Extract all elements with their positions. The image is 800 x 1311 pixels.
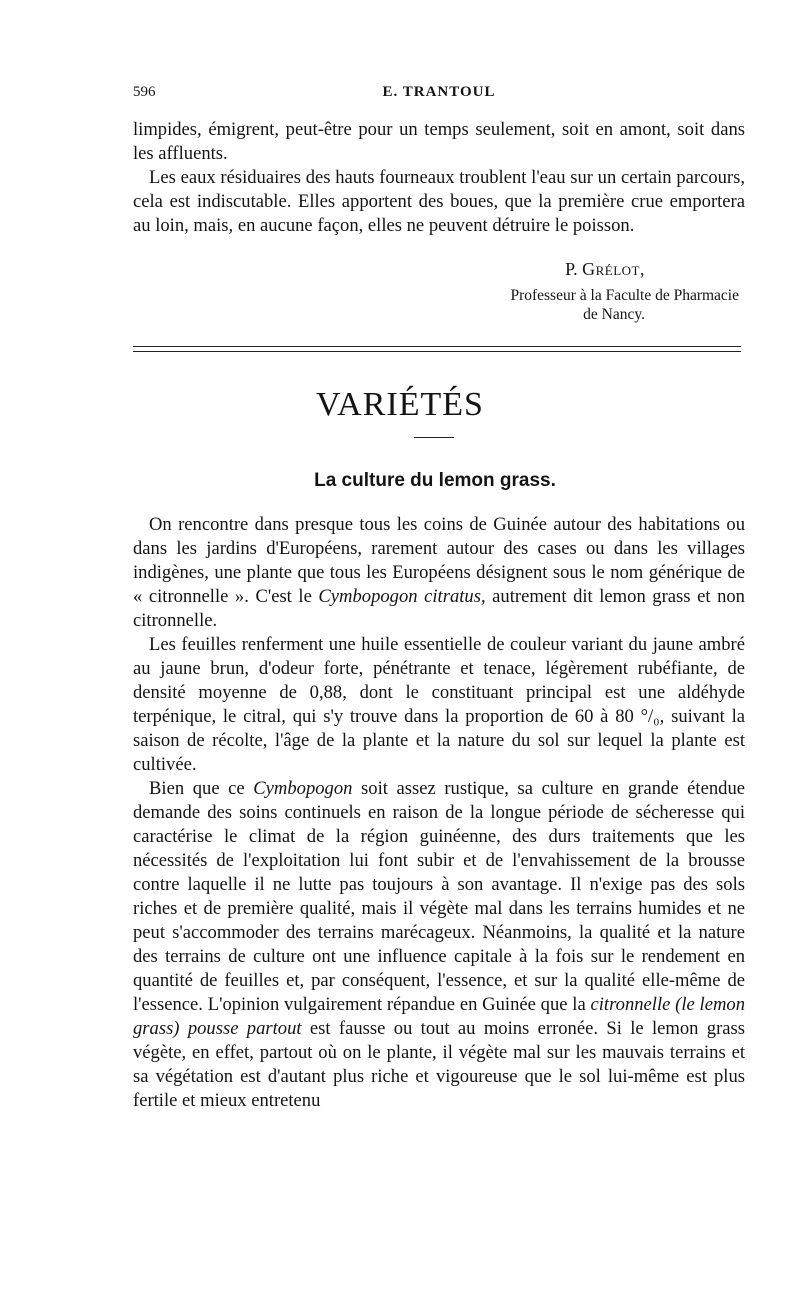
article-body bbox=[133, 513, 745, 1113]
article-title: La culture du lemon grass. bbox=[314, 470, 556, 491]
paragraph: On rencontre dans presque tous les coins de Guinée autour des habitations ou dans les jardins d'Européens, rarement autour des cases ou dans les villages indigènes, une plante que tous les Européens désignent sous le nom générique de « citronnelle ». C'est le Cymbopogon citratus, autrement dit lemon grass et non citronnelle. bbox=[133, 514, 745, 631]
author-location: de Nancy. bbox=[583, 306, 645, 323]
title-underline bbox=[414, 437, 454, 438]
paragraph: Bien que ce Cymbopogon soit assez rustique, sa culture en grande étendue demande des soins continuels en raison de la longue période de sécheresse qui caractérise le climat de la région guinéenne, des durs traitements que les nécessités de l'exploitation lui font subir et de l'envahissement de la brousse contre laquelle il ne lutte pas toujours à son avantage. Il n'exige pas des sols riches et de première qualité, mais il végète mal dans les terrains humides et ne peut s'accommoder des terrains marécageux. Néanmoins, la qualité et la nature des terrains de culture ont une influence capitale à la fois sur le rendement en quantité de feuilles et, par conséquent, l'essence, et sur la qualité elle-même de l'essence. L'opinion vulgairement répandue en Guinée que la citronnelle (le lemon grass) pousse partout est fausse ou tout au moins erronée. Si le lemon grass végète, en effet, partout où on le plante, il végète mal sur les mauvais terrains et sa végétation est d'autant plus riche et vigoureuse que le sol lui-même est plus fertile et mieux entretenu bbox=[133, 778, 745, 1111]
author-initial: P. bbox=[565, 259, 578, 279]
species-name: Cymbopogon citratus bbox=[318, 586, 481, 607]
author-signature bbox=[565, 259, 645, 280]
section-divider-top bbox=[133, 346, 741, 347]
section-divider-bottom bbox=[133, 351, 741, 352]
author-affiliation: Professeur à la Faculte de Pharmacie bbox=[510, 287, 739, 304]
genus-name: Cymbopogon bbox=[253, 778, 353, 799]
running-head: E. TRANTOUL bbox=[382, 84, 496, 100]
page-header bbox=[133, 84, 745, 106]
previous-article-text bbox=[133, 118, 745, 238]
author-name: Grélot, bbox=[582, 259, 645, 279]
paragraph: limpides, émigrent, peut-être pour un temps seulement, soit en amont, soit dans les affluents. bbox=[133, 119, 745, 164]
paragraph: Les feuilles renferment une huile essentielle de couleur variant du jaune ambré au jaune brun, d'odeur forte, pénétrante et tenace, légèrement rubéfiante, de densité moyenne de 0,88, dont le constituant principal est une aldéhyde terpénique, le citral, qui s'y trouve dans la proportion de 60 à 80 °/₀, suivant la saison de récolte, l'âge de la plante et la nature du sol sur lequel la plante est cultivée. bbox=[133, 634, 745, 775]
quoted-opinion: citronnelle (le lemon grass) pousse partout bbox=[133, 994, 745, 1039]
page-number: 596 bbox=[133, 84, 156, 100]
section-title: VARIÉTÉS bbox=[316, 386, 484, 423]
paragraph: Les eaux résiduaires des hauts fourneaux troublent l'eau sur un certain parcours, cela est indiscutable. Elles apportent des boues, que la première crue emportera au loin, mais, en aucune façon, elles ne peuvent détruire le poisson. bbox=[133, 167, 745, 236]
